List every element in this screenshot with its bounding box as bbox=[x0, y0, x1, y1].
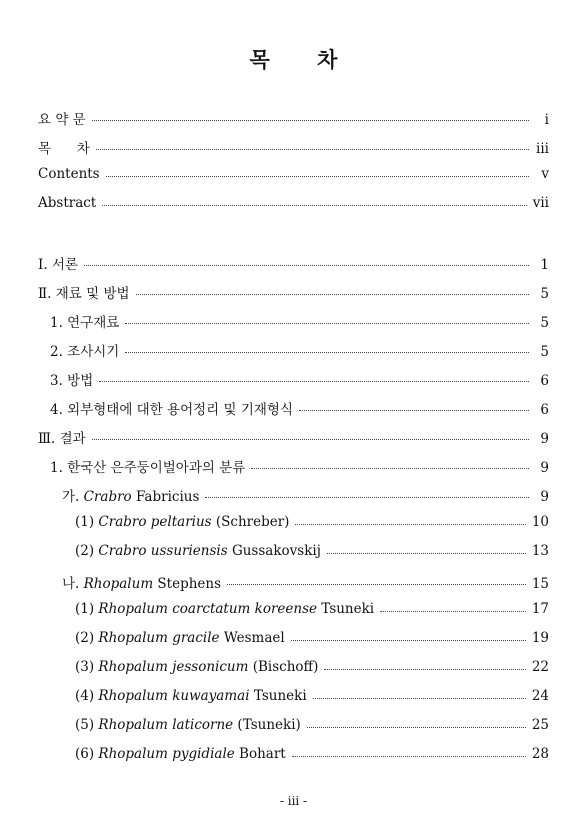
leader-dots bbox=[307, 727, 526, 728]
toc-page-number: 5 bbox=[540, 344, 549, 360]
leader-dots bbox=[125, 352, 529, 353]
toc-entry-species[interactable] bbox=[75, 746, 549, 762]
toc-label: 나. Rhopalum Stephens bbox=[62, 576, 222, 592]
toc-entry-species[interactable] bbox=[75, 514, 549, 530]
toc-page-number: 17 bbox=[531, 601, 549, 617]
toc-page-number: v bbox=[541, 166, 549, 182]
leader-dots bbox=[106, 176, 529, 177]
leader-dots bbox=[313, 698, 526, 699]
toc-label: 4. 외부형태에 대한 용어정리 및 기재형식 bbox=[50, 402, 293, 418]
page-title: 목 차 bbox=[249, 47, 358, 72]
toc-page-number: 9 bbox=[540, 460, 549, 476]
leader-dots bbox=[327, 553, 526, 554]
leader-dots bbox=[96, 149, 529, 150]
leader-dots bbox=[292, 756, 526, 757]
leader-dots bbox=[251, 468, 529, 469]
toc-page-number: 9 bbox=[540, 489, 549, 505]
toc-label: Contents bbox=[38, 166, 100, 182]
toc-entry-species[interactable] bbox=[75, 630, 549, 646]
leader-dots bbox=[136, 294, 529, 295]
toc-label: 요 약 문 bbox=[38, 112, 86, 128]
toc-label: 1. 한국산 은주둥이벌아과의 분류 bbox=[50, 460, 246, 476]
toc-entry-2-2[interactable] bbox=[50, 340, 549, 360]
toc-label: 1. 연구재료 bbox=[50, 315, 120, 331]
toc-page-number: 9 bbox=[540, 431, 549, 447]
toc-entry-contents-ko[interactable] bbox=[38, 137, 549, 157]
toc-label: (5) Rhopalum laticorne (Tsuneki) bbox=[75, 717, 301, 733]
toc-page-number: 13 bbox=[531, 543, 549, 559]
toc-page-number: 15 bbox=[531, 576, 549, 592]
toc-label: 3. 방법 bbox=[50, 373, 94, 389]
leader-dots bbox=[227, 584, 526, 585]
toc-page-number: iii bbox=[536, 141, 549, 157]
leader-dots bbox=[324, 669, 525, 670]
leader-dots bbox=[291, 640, 526, 641]
leader-dots bbox=[205, 497, 529, 498]
toc-entry-2-4[interactable] bbox=[50, 398, 549, 418]
toc-entry-2-3[interactable] bbox=[50, 369, 549, 389]
leader-dots bbox=[92, 120, 529, 121]
leader-dots bbox=[99, 381, 529, 382]
toc-label: (1) Rhopalum coarctatum koreense Tsuneki bbox=[75, 601, 375, 617]
toc-entry-species[interactable] bbox=[75, 717, 549, 733]
toc-label: 목 차 bbox=[38, 141, 90, 157]
toc-page-number: i bbox=[544, 112, 549, 128]
toc-entry-summary[interactable] bbox=[38, 108, 549, 128]
toc-entry-species[interactable] bbox=[75, 659, 549, 675]
toc-page-number: 10 bbox=[531, 514, 549, 530]
leader-dots bbox=[299, 410, 529, 411]
leader-dots bbox=[102, 205, 527, 206]
toc-entry-abstract[interactable] bbox=[38, 195, 549, 211]
toc-label: Ⅱ. 재료 및 방법 bbox=[38, 286, 130, 302]
leader-dots bbox=[84, 265, 529, 266]
toc-page-number: 5 bbox=[540, 315, 549, 331]
toc-entry-genus-rhopalum[interactable] bbox=[62, 572, 549, 592]
toc-label: 2. 조사시기 bbox=[50, 344, 120, 360]
toc-label: Ⅲ. 결과 bbox=[38, 431, 86, 447]
toc-page-number: 1 bbox=[540, 257, 549, 273]
leader-dots bbox=[380, 611, 526, 612]
toc-label: (1) Crabro peltarius (Schreber) bbox=[75, 514, 290, 530]
toc-page-number: 22 bbox=[531, 659, 549, 675]
toc-entry-contents-en[interactable] bbox=[38, 166, 549, 182]
toc-page-number: 19 bbox=[531, 630, 549, 646]
toc-label: (3) Rhopalum jessonicum (Bischoff) bbox=[75, 659, 319, 675]
leader-dots bbox=[92, 439, 529, 440]
toc-label: (2) Crabro ussuriensis Gussakovskij bbox=[75, 543, 321, 559]
page-number-footer: - iii - bbox=[279, 794, 308, 808]
toc-label: 가. Crabro Fabricius bbox=[62, 489, 200, 505]
toc-page-number: vii bbox=[532, 195, 549, 211]
toc-page-number: 25 bbox=[531, 717, 549, 733]
toc-label: (6) Rhopalum pygidiale Bohart bbox=[75, 746, 286, 762]
toc-label: (2) Rhopalum gracile Wesmael bbox=[75, 630, 285, 646]
toc-page-number: 5 bbox=[540, 286, 549, 302]
leader-dots bbox=[125, 323, 529, 324]
toc-page-number: 6 bbox=[540, 373, 549, 389]
toc-entry-chapter-1[interactable] bbox=[38, 253, 549, 273]
toc-entry-genus-crabro[interactable] bbox=[62, 485, 549, 505]
toc-label: Ⅰ. 서론 bbox=[38, 257, 78, 273]
toc-entry-chapter-2[interactable] bbox=[38, 282, 549, 302]
toc-label: (4) Rhopalum kuwayamai Tsuneki bbox=[75, 688, 307, 704]
toc-label: Abstract bbox=[38, 195, 97, 211]
toc-entry-species[interactable] bbox=[75, 688, 549, 704]
leader-dots bbox=[295, 524, 525, 525]
toc-entry-chapter-3[interactable] bbox=[38, 427, 549, 447]
toc-page-number: 28 bbox=[531, 746, 549, 762]
toc-entry-2-1[interactable] bbox=[50, 311, 549, 331]
toc-entry-3-1[interactable] bbox=[50, 456, 549, 476]
toc-entry-species[interactable] bbox=[75, 601, 549, 617]
toc-page-number: 24 bbox=[531, 688, 549, 704]
toc-page-number: 6 bbox=[540, 402, 549, 418]
toc-entry-species[interactable] bbox=[75, 543, 549, 559]
